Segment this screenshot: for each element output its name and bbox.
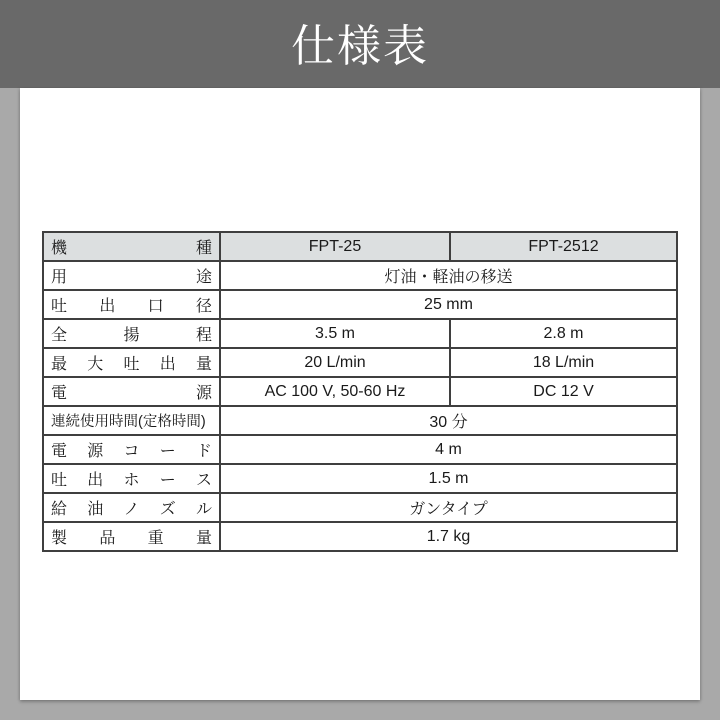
spec-row (43, 319, 677, 348)
spec-value: 18 L/min (450, 348, 677, 377)
spec-table (42, 231, 678, 552)
spec-label-text: 電 源 (51, 385, 212, 402)
spec-value: FPT-2512 (450, 232, 677, 261)
spec-label-text: 給 油 ノ ズ ル (51, 501, 212, 518)
spec-label-text: 吐 出 ホ ー ス (51, 472, 212, 489)
spec-value: FPT-25 (220, 232, 450, 261)
spec-value: 30 分 (220, 406, 677, 435)
spec-label (43, 290, 220, 319)
spec-row (43, 435, 677, 464)
spec-label (43, 493, 220, 522)
spec-card (20, 88, 700, 700)
spec-value: 3.5 m (220, 319, 450, 348)
spec-label (43, 319, 220, 348)
spec-value: DC 12 V (450, 377, 677, 406)
spec-label-text: 全 揚 程 (51, 327, 212, 344)
spec-row (43, 406, 677, 435)
spec-label (43, 377, 220, 406)
spec-row (43, 261, 677, 290)
spec-row (43, 493, 677, 522)
spec-value: 灯油・軽油の移送 (220, 261, 677, 290)
spec-label (43, 232, 220, 261)
spec-value: AC 100 V, 50-60 Hz (220, 377, 450, 406)
spec-label (43, 261, 220, 290)
spec-row (43, 377, 677, 406)
spec-label-text: 製 品 重 量 (51, 530, 212, 547)
spec-table-body (43, 232, 677, 551)
spec-row (43, 522, 677, 551)
spec-value: ガンタイプ (220, 493, 677, 522)
spec-row (43, 348, 677, 377)
title-bar (0, 0, 720, 88)
spec-value: 25 mm (220, 290, 677, 319)
spec-label (43, 435, 220, 464)
spec-label-text: 吐 出 口 径 (51, 298, 212, 315)
spec-label (43, 464, 220, 493)
spec-label (43, 348, 220, 377)
spec-row (43, 232, 677, 261)
spec-label-text: 最 大 吐 出 量 (51, 356, 212, 373)
spec-row (43, 290, 677, 319)
spec-value: 4 m (220, 435, 677, 464)
spec-label-text: 機 種 (51, 240, 212, 257)
spec-label: 連続使用時間(定格時間) (43, 406, 220, 435)
spec-label-text: 電 源 コ ー ド (51, 443, 212, 460)
page-title: 仕様表 (291, 22, 429, 71)
spec-value: 1.7 kg (220, 522, 677, 551)
spec-label (43, 522, 220, 551)
spec-value: 20 L/min (220, 348, 450, 377)
spec-row (43, 464, 677, 493)
spec-label-text: 用 途 (51, 269, 212, 286)
spec-value: 1.5 m (220, 464, 677, 493)
spec-value: 2.8 m (450, 319, 677, 348)
